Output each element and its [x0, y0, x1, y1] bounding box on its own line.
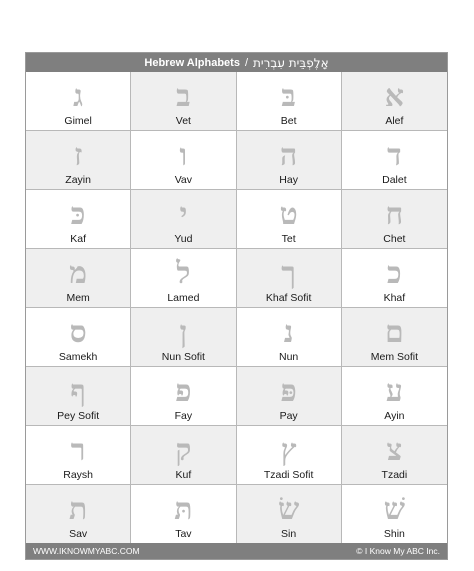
letter-glyph: ד — [387, 138, 402, 173]
letter-cell — [342, 485, 447, 544]
letter-name: Hay — [279, 174, 298, 186]
letter-glyph: ס — [69, 315, 87, 350]
letter-name: Kaf — [70, 233, 86, 245]
letter-name: Vet — [175, 115, 191, 127]
alphabet-chart — [25, 52, 448, 560]
letter-name: Ayin — [384, 410, 405, 422]
letter-glyph: כּ — [70, 197, 86, 232]
title-separator: / — [244, 56, 249, 69]
letter-glyph: י — [179, 197, 188, 232]
letter-name: Pay — [279, 410, 298, 422]
letter-name: Bet — [280, 115, 297, 127]
letter-cell — [26, 249, 131, 308]
letter-cell — [342, 249, 447, 308]
letter-name: Mem — [66, 292, 90, 304]
letter-name: Nun — [278, 351, 299, 363]
letter-cell — [131, 190, 236, 249]
letter-glyph: ך — [281, 256, 296, 291]
letter-glyph: צ — [386, 433, 403, 468]
letter-cell — [26, 131, 131, 190]
letter-name: Zayin — [65, 174, 91, 186]
letter-name: Chet — [383, 233, 406, 245]
letter-cell — [131, 72, 236, 131]
letter-name: Kuf — [175, 469, 192, 481]
letter-name: Fay — [174, 410, 193, 422]
letter-cell — [26, 308, 131, 367]
letter-cell — [131, 131, 236, 190]
letter-glyph: מ — [69, 256, 88, 291]
letter-glyph: ז — [73, 138, 83, 173]
letter-name: Nun Sofit — [161, 351, 205, 363]
letter-name: Khaf Sofit — [265, 292, 312, 304]
letter-glyph: פּ — [280, 374, 297, 409]
letter-cell — [237, 190, 342, 249]
letter-glyph: ף — [70, 374, 86, 409]
letter-glyph: ח — [385, 197, 404, 232]
letter-name: Vav — [174, 174, 193, 186]
letter-cell — [26, 367, 131, 426]
title-hebrew: אָלֶפְבֵּית עִבְרִית — [253, 55, 329, 70]
letter-glyph: ה — [279, 138, 298, 173]
letter-glyph: ץ — [280, 433, 297, 468]
letter-glyph: בּ — [281, 79, 296, 114]
letter-glyph: ק — [175, 433, 192, 468]
letter-glyph: תּ — [174, 492, 193, 527]
letter-glyph: ן — [179, 315, 188, 350]
footer-bar — [26, 543, 447, 559]
letter-cell — [237, 72, 342, 131]
letter-cell — [342, 308, 447, 367]
letter-glyph: א — [384, 79, 404, 114]
letter-name: Tzadi Sofit — [263, 469, 314, 481]
letter-cell — [237, 131, 342, 190]
letter-cell — [131, 367, 236, 426]
letter-glyph: נ — [283, 315, 294, 350]
letter-cell — [131, 308, 236, 367]
letter-glyph: ג — [73, 79, 84, 114]
letter-name: Tet — [281, 233, 296, 245]
letter-cell — [131, 485, 236, 544]
letter-glyph: ר — [70, 433, 86, 468]
letter-cell — [237, 367, 342, 426]
footer-website: WWW.IKNOWMYABC.COM — [33, 546, 140, 556]
letter-cell — [131, 426, 236, 485]
letter-cell — [237, 485, 342, 544]
letter-name: Khaf — [383, 292, 406, 304]
letter-name: Shin — [383, 528, 405, 540]
chart-title-bar — [26, 53, 447, 72]
letter-cell — [237, 426, 342, 485]
letter-name: Sin — [281, 528, 297, 540]
letter-glyph: ם — [385, 315, 404, 350]
letter-name: Lamed — [167, 292, 200, 304]
letter-glyph: ט — [279, 197, 298, 232]
letter-cell — [26, 190, 131, 249]
letter-glyph: כ — [387, 256, 402, 291]
letter-glyph: ל — [176, 256, 191, 291]
letter-name: Sav — [69, 528, 88, 540]
letter-name: Tav — [175, 528, 192, 540]
footer-copyright: © I Know My ABC Inc. — [356, 546, 440, 556]
letter-cell — [342, 131, 447, 190]
letter-glyph: פ — [175, 374, 192, 409]
letter-name: Yud — [174, 233, 193, 245]
letter-cell — [342, 72, 447, 131]
letter-glyph: ע — [385, 374, 403, 409]
letter-glyph: ת — [68, 492, 88, 527]
letter-name: Raysh — [63, 469, 93, 481]
letter-cell — [26, 426, 131, 485]
letter-name: Alef — [385, 115, 404, 127]
letter-cell — [26, 72, 131, 131]
letter-cell — [237, 308, 342, 367]
title-english: Hebrew Alphabets — [144, 56, 240, 69]
letter-cell — [237, 249, 342, 308]
letter-glyph: ב — [176, 79, 191, 114]
letter-grid — [26, 72, 447, 544]
letter-cell — [342, 367, 447, 426]
letter-name: Dalet — [382, 174, 407, 186]
letter-glyph: שׁ — [383, 492, 405, 527]
letter-cell — [342, 426, 447, 485]
letter-glyph: ו — [179, 138, 188, 173]
letter-cell — [342, 190, 447, 249]
letter-glyph: שׂ — [278, 492, 300, 527]
letter-name: Gimel — [64, 115, 92, 127]
letter-name: Pey Sofit — [57, 410, 100, 422]
letter-name: Mem Sofit — [370, 351, 418, 363]
letter-cell — [131, 249, 236, 308]
letter-name: Samekh — [58, 351, 98, 363]
letter-name: Tzadi — [381, 469, 408, 481]
letter-cell — [26, 485, 131, 544]
